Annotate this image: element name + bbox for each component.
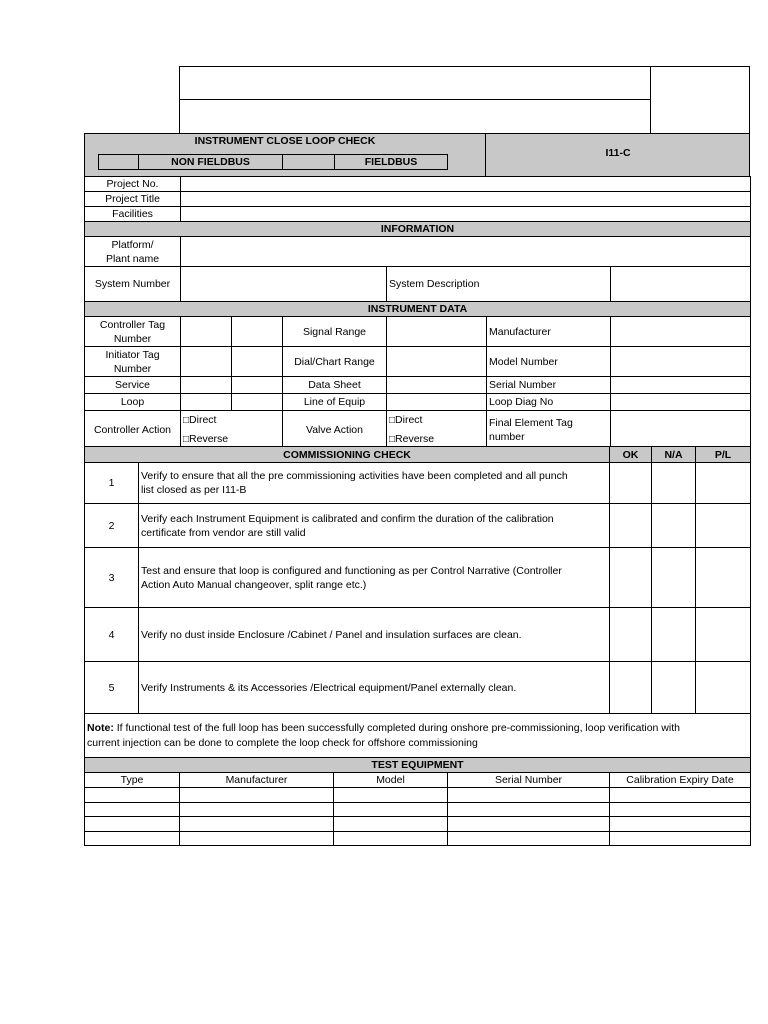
check-row (85, 463, 751, 504)
manufacturer-cell[interactable] (180, 832, 334, 846)
check-text-line1: Verify each Instrument Equipment is calibrated and confirm the duration of the calibration (141, 512, 554, 525)
system-description-field[interactable] (611, 267, 751, 302)
test-equipment-section: TEST EQUIPMENT (85, 758, 751, 773)
note-text-line2: current injection can be done to complete the loop check for offshore commissioning (87, 737, 478, 749)
service-field-1[interactable] (181, 377, 232, 394)
check-text-line2: certificate from vendor are still valid (141, 526, 306, 539)
system-description-label: System Description (387, 267, 611, 302)
col-type-header: Type (85, 773, 180, 788)
note (85, 714, 751, 759)
valve-action-options (387, 411, 487, 450)
calibration-expiry-cell[interactable] (610, 803, 751, 817)
form-title: INSTRUMENT CLOSE LOOP CHECK (194, 135, 376, 147)
serial-number-field[interactable] (611, 377, 751, 394)
check-na-cell[interactable] (652, 504, 696, 548)
model-cell[interactable] (334, 817, 448, 832)
system-number-label: System Number (85, 267, 181, 302)
check-text-line1: Verify Instruments & its Accessories /Electrical equipment/Panel externally clean. (141, 681, 517, 694)
loop-diag-no-label: Loop Diag No (487, 394, 611, 411)
fieldbus-selector (98, 154, 448, 170)
manufacturer-cell[interactable] (180, 788, 334, 803)
platform-label-line1: Platform/ (111, 238, 154, 251)
table-row (85, 817, 751, 832)
controller-action-options (181, 411, 283, 450)
check-number: 3 (85, 548, 139, 608)
type-cell[interactable] (85, 832, 180, 846)
check-text-line2: list closed as per I11-B (141, 484, 247, 496)
final-element-tag-field[interactable] (611, 411, 751, 450)
signal-range-field[interactable] (387, 317, 487, 347)
type-cell[interactable] (85, 817, 180, 832)
final-element-line2: number (489, 431, 525, 443)
check-ok-cell[interactable] (610, 463, 652, 504)
check-pl-cell[interactable] (696, 504, 751, 548)
data-sheet-label: Data Sheet (283, 377, 387, 394)
pl-header: P/L (696, 447, 751, 463)
platform-label-line2: Plant name (105, 252, 160, 265)
check-row (85, 608, 751, 662)
form-header (84, 133, 750, 177)
col-model-header: Model (334, 773, 448, 788)
check-description (139, 463, 610, 504)
model-cell[interactable] (334, 788, 448, 803)
commissioning-table (84, 446, 751, 759)
check-na-cell[interactable] (652, 463, 696, 504)
serial-number-cell[interactable] (448, 788, 610, 803)
controller-tag-field-1[interactable] (181, 317, 232, 347)
information-section: INFORMATION (85, 222, 751, 237)
serial-number-cell[interactable] (448, 832, 610, 846)
type-cell[interactable] (85, 788, 180, 803)
model-number-field[interactable] (611, 347, 751, 377)
controller-tag-line1: Controller Tag (99, 318, 166, 331)
check-ok-cell[interactable] (610, 548, 652, 608)
manufacturer-label: Manufacturer (487, 317, 611, 347)
check-na-cell[interactable] (652, 548, 696, 608)
check-pl-cell[interactable] (696, 463, 751, 504)
controller-direct-label: Direct (189, 414, 217, 426)
check-text-line1: Test and ensure that loop is configured and functioning as per Control Narrative (Controller (141, 564, 562, 577)
main-form-table (84, 176, 751, 450)
model-cell[interactable] (334, 803, 448, 817)
initiator-tag-field-1[interactable] (181, 347, 232, 377)
title-block-vdivider (650, 66, 651, 134)
non-fieldbus-label: NON FIELDBUS (139, 155, 283, 169)
project-no-label: Project No. (85, 177, 181, 192)
check-ok-cell[interactable] (610, 504, 652, 548)
check-pl-cell[interactable] (696, 548, 751, 608)
manufacturer-field[interactable] (611, 317, 751, 347)
check-number: 1 (85, 463, 139, 504)
title-block (179, 66, 750, 134)
project-no-field[interactable] (181, 177, 751, 192)
dial-chart-range-field[interactable] (387, 347, 487, 377)
valve-reverse-label: Reverse (395, 433, 435, 445)
controller-action-label: Controller Action (85, 411, 181, 450)
controller-direct-checkbox-icon[interactable]: □ (183, 415, 190, 426)
check-row (85, 662, 751, 714)
line-of-equip-field[interactable] (387, 394, 487, 411)
check-row (85, 548, 751, 608)
valve-direct-label: Direct (395, 414, 423, 426)
calibration-expiry-cell[interactable] (610, 832, 751, 846)
final-element-line1: Final Element Tag (489, 417, 573, 429)
signal-range-label: Signal Range (283, 317, 387, 347)
check-description (139, 548, 610, 608)
system-number-field[interactable] (181, 267, 387, 302)
service-field-2[interactable] (232, 377, 283, 394)
check-na-cell[interactable] (652, 662, 696, 714)
check-pl-cell[interactable] (696, 608, 751, 662)
commissioning-section: COMMISSIONING CHECK (85, 447, 610, 463)
data-sheet-field[interactable] (387, 377, 487, 394)
fieldbus-label: FIELDBUS (364, 156, 418, 168)
form-code: I11-C (605, 147, 631, 159)
loop-label: Loop (85, 394, 181, 411)
note-text-line1: If functional test of the full loop has been successfully completed during onshore pre-commissioning, loop verification with (113, 722, 680, 734)
loop-field-2[interactable] (232, 394, 283, 411)
check-description (139, 662, 610, 714)
ok-header: OK (610, 447, 652, 463)
test-equipment-table (84, 757, 751, 846)
check-description (139, 608, 610, 662)
controller-tag-field-2[interactable] (232, 317, 283, 347)
dial-chart-range-label: Dial/Chart Range (283, 347, 387, 377)
model-cell[interactable] (334, 832, 448, 846)
controller-reverse-label: Reverse (189, 433, 229, 445)
instrument-data-section: INSTRUMENT DATA (85, 302, 751, 317)
final-element-tag-label (487, 411, 611, 450)
col-manufacturer-header: Manufacturer (180, 773, 334, 788)
check-ok-cell[interactable] (610, 662, 652, 714)
note-label: Note: (87, 722, 114, 734)
initiator-tag-label (85, 347, 181, 377)
calibration-expiry-cell[interactable] (610, 788, 751, 803)
check-number: 2 (85, 504, 139, 548)
valve-action-label: Valve Action (283, 411, 387, 450)
controller-tag-line2: Number (113, 332, 152, 345)
valve-direct-checkbox-icon[interactable]: □ (389, 415, 396, 426)
check-text-line1: Verify no dust inside Enclosure /Cabinet / Panel and insulation surfaces are clean. (141, 628, 522, 641)
manufacturer-cell[interactable] (180, 817, 334, 832)
facilities-field[interactable] (181, 207, 751, 222)
model-number-label: Model Number (487, 347, 611, 377)
check-pl-cell[interactable] (696, 662, 751, 714)
na-header: N/A (652, 447, 696, 463)
type-cell[interactable] (85, 803, 180, 817)
project-title-field[interactable] (181, 192, 751, 207)
platform-label (85, 237, 181, 267)
fieldbus-checkbox[interactable] (283, 155, 335, 169)
serial-number-cell[interactable] (448, 817, 610, 832)
serial-number-cell[interactable] (448, 803, 610, 817)
check-text-line2: Action Auto Manual changeover, split range etc.) (141, 578, 367, 591)
controller-reverse-checkbox-icon[interactable]: □ (183, 434, 190, 445)
platform-field[interactable] (181, 237, 751, 267)
check-ok-cell[interactable] (610, 608, 652, 662)
initiator-tag-line2: Number (113, 362, 152, 375)
initiator-tag-field-2[interactable] (232, 347, 283, 377)
check-number: 4 (85, 608, 139, 662)
col-calibration-expiry-header: Calibration Expiry Date (610, 773, 751, 788)
project-title-label: Project Title (85, 192, 181, 207)
facilities-label: Facilities (85, 207, 181, 222)
line-of-equip-label: Line of Equip (283, 394, 387, 411)
check-row (85, 504, 751, 548)
calibration-expiry-cell[interactable] (610, 817, 751, 832)
title-block-divider (179, 99, 651, 100)
initiator-tag-line1: Initiator Tag (105, 348, 160, 361)
controller-tag-label (85, 317, 181, 347)
check-text-line1: Verify to ensure that all the pre commissioning activities have been completed and all punch (141, 470, 568, 482)
manufacturer-cell[interactable] (180, 803, 334, 817)
valve-reverse-checkbox-icon[interactable]: □ (389, 434, 396, 445)
loop-diag-no-field[interactable] (611, 394, 751, 411)
check-number: 5 (85, 662, 139, 714)
table-row (85, 788, 751, 803)
check-description (139, 504, 610, 548)
service-label: Service (85, 377, 181, 394)
non-fieldbus-checkbox[interactable] (99, 155, 139, 169)
table-row (85, 803, 751, 817)
table-row (85, 832, 751, 846)
loop-field-1[interactable] (181, 394, 232, 411)
col-serial-number-header: Serial Number (448, 773, 610, 788)
serial-number-label: Serial Number (487, 377, 611, 394)
check-na-cell[interactable] (652, 608, 696, 662)
